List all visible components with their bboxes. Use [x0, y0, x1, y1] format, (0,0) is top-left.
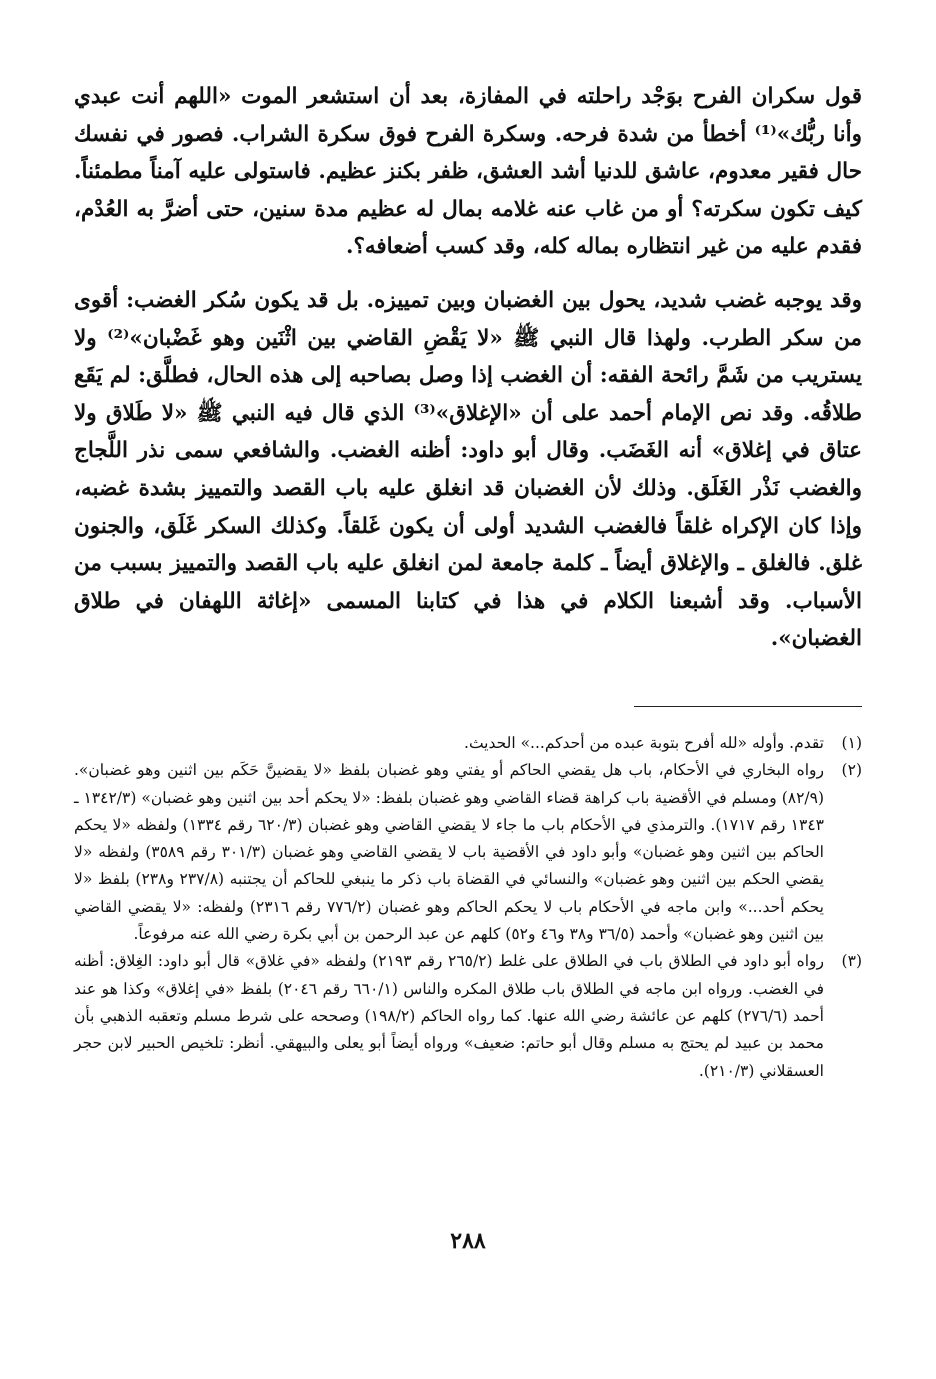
- footnote-number: (١): [841, 734, 862, 752]
- footnote-text: رواه البخاري في الأحكام، باب هل يقضي الحاكم أو يفتي وهو غضبان بلفظ «لا يقضينَّ حَكَم بين اثنين وهو غضبان». (٨٢/٩) ومسلم في الأقضية باب كراهة قضاء القاضي وهو غضبان بلفظ: «لا يحكم أحد بين اثنين وهو غضبان» (١٣٤٢/٣ ـ ١٣٤٣ رقم ١٧١٧). والترمذي في الأحكام باب ما جاء لا يقضي القاضي وهو غضبان (٦٢٠/٣ رقم ١٣٣٤) ولفظه «لا يحكم الحاكم بين اثنين وهو غضبان» وأبو داود في الأقضية باب لا يقضي القاضي وهو غضبان (٣٠١/٣ رقم ٣٥٨٩) ولفظه «لا يقضي الحكم بين اثنين وهو غضبان» والنسائي في القضاة باب ذكر ما ينبغي للحاكم أن يجتنبه (٢٣٧/٨ و٢٣٨) بلفظ «لا يحكم أحد...» وابن ماجه في الأحكام باب لا يحكم الحاكم وهو غضبان (٧٧٦/٢ رقم ٢٣١٦) ولفظه: «لا يقضي القاضي بين اثنين وهو غضبان» وأحمد (٣٦/٥ و٣٨ و٤٦ و٥٢) كلهم عن عبد الرحمن بن أبي بكرة رضي الله عنه مرفوعاً.: [74, 761, 825, 944]
- main-paragraph-1: قول سكران الفرح بوَجْد راحلته في المفازة، بعد أن استشعر الموت «اللهم أنت عبدي وأنا ربُّك»⁽¹⁾ أخطأ من شدة فرحه. وسكرة الفرح فوق سكرة الشراب. فصور في نفسك حال فقير معدوم، عاشق للدنيا أشد العشق، ظفر بكنز عظيم. فاستولى عليه آمناً مطمئناً. كيف تكون سكرته؟ أو من غاب عنه غلامه بمال له عظيم مدة سنين، حتى أضرَّ به العُدْم، فقدم عليه من غير انتظاره بماله كله، وقد كسب أضعافه؟.: [74, 84, 862, 260]
- footnote-2: [74, 757, 862, 948]
- footnote-1: [74, 730, 862, 757]
- footnotes: [74, 730, 862, 1085]
- footnote-number: (٢): [841, 761, 862, 780]
- footnote-3: [74, 948, 862, 1084]
- footnote-number: (٣): [841, 952, 862, 971]
- footnote-separator: [634, 706, 862, 707]
- main-text: [74, 78, 862, 658]
- main-paragraph-2: وقد يوجبه غضب شديد، يحول بين الغضبان وبين تمييزه. بل قد يكون سُكر الغضب: أقوى من سكر الطرب. ولهذا قال النبي ﷺ «لا يَقْضِ القاضي بين اثْنَين وهو غَضْبان»⁽²⁾ ولا يستريب من شَمَّ رائحة الفقه: أن الغضب إذا وصل بصاحبه إلى هذه الحال، فطلَّق: لم يَقَع طلاقُه. وقد نص الإمام أحمد على أن «الإغلاق»⁽³⁾ الذي قال فيه النبي ﷺ «لا طَلاق ولا عتاق في إغلاق» أنه الغَضَب. وقال أبو داود: أظنه الغضب. والشافعي سمى نذر اللَّجاج والغضب نَذْر الغَلَق. وذلك لأن الغضبان قد انغلق عليه باب القصد والتمييز بشدة غضبه، وإذا كان الإكراه غلقاً فالغضب الشديد أولى أن يكون غَلقاً. وكذلك السكر غَلَق، والجنون غلق. فالغلق ـ والإغلاق أيضاً ـ كلمة جامعة لمن انغلق عليه باب القصد والتمييز بسبب من الأسباب. وقد أشبعنا الكلام في هذا في كتابنا المسمى «إغاثة اللهفان في طلاق الغضبان».: [74, 287, 862, 652]
- footnote-text: تقدم. وأوله «لله أفرح بتوبة عبده من أحدكم...» الحديث.: [464, 734, 824, 752]
- footnote-text: رواه أبو داود في الطلاق باب في الطلاق على غلط (٢٦٥/٢ رقم ٢١٩٣) ولفظه «في غلاق» قال أبو داود: الغِلاق: أظنه في الغضب. ورواه ابن ماجه في الطلاق باب طلاق المكره والناس (٦٦٠/١ رقم ٢٠٤٦) بلفظ «في إغلاق» وكذا هو عند أحمد (٢٧٦/٦) كلهم عن عائشة رضي الله عنها. كما رواه الحاكم (١٩٨/٢) وصححه على شرط مسلم وتعقبه الذهبي بأن محمد بن عبيد لم يحتج به مسلم وقال أبو حاتم: ضعيف» ورواه أيضاً أبو يعلى والبيهقي. أنظر: تلخيص الحبير لابن حجر العسقلاني (٢١٠/٣).: [74, 952, 824, 1080]
- page-number: ٢٨٨: [450, 1228, 486, 1254]
